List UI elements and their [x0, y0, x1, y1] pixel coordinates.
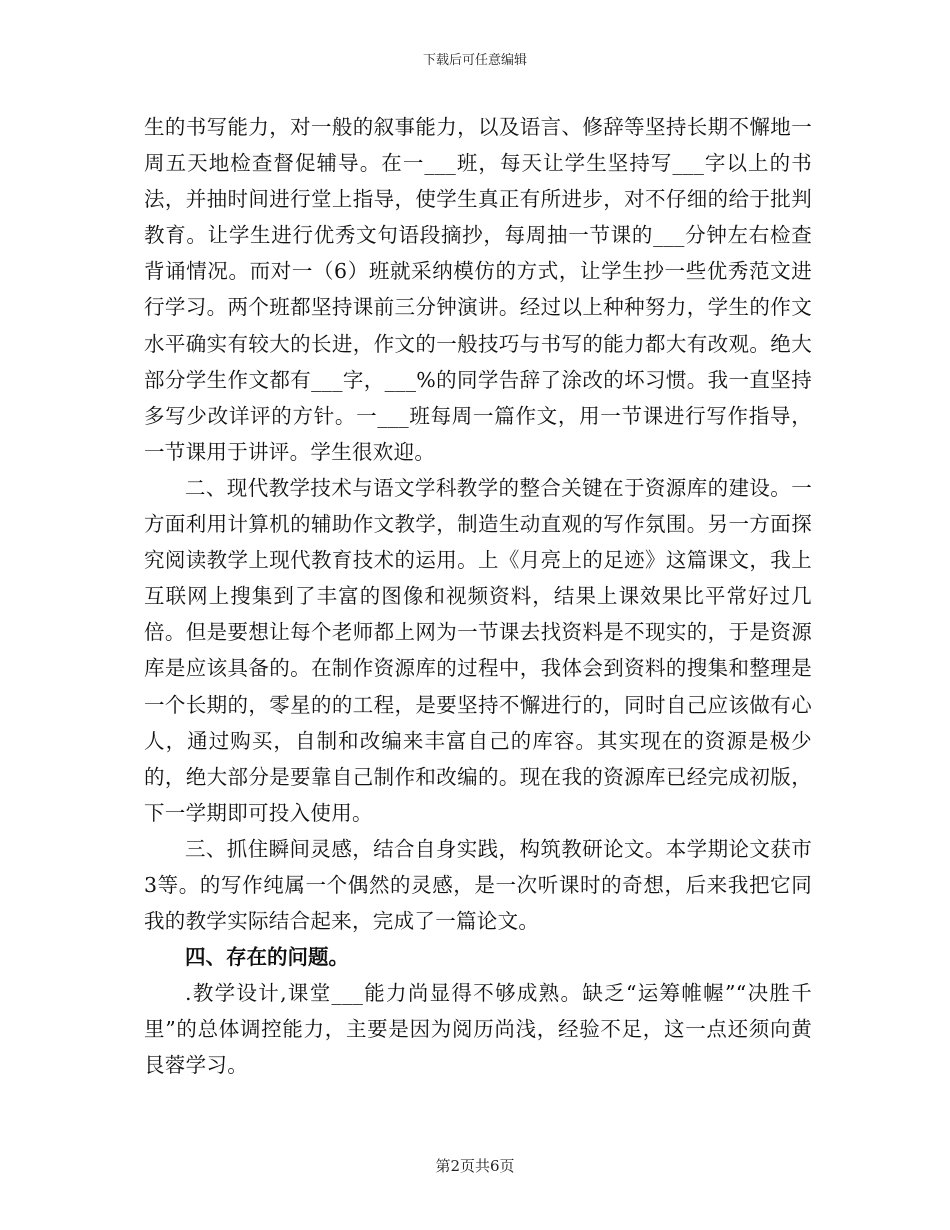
section-heading-problems: 四、存在的问题。 — [185, 945, 349, 970]
document-body — [144, 109, 812, 1084]
page-number-footer: 第2页共6页 — [435, 1157, 515, 1175]
paragraph-writing-practice: 生的书写能力，对一般的叙事能力，以及语言、修辞等坚持长期不懈地一周五天地检查督促辅导。在一___班，每天让学生坚持写___字以上的书法，并抽时间进行堂上指导，使学生真正有所进步，对不仔细的给于批判教育。让学生进行优秀文句语段摘抄，每周抽一节课的___分钟左右检查背诵情况。而对一（6）班就采纳模仿的方式，让学生抄一些优秀范文进行学习。两个班都坚持课前三分钟演讲。经过以上种种努力，学生的作文水平确实有较大的长进，作文的一般技巧与书写的能力都大有改观。绝大部分学生作文都有___字，___%的同学告辞了涂改的坏习惯。我一直坚持多写少改详评的方针。一___班每周一篇作文，用一节课进行写作指导，一节课用于讲评。学生很欢迎。 — [144, 115, 812, 464]
paragraph-research-paper: 三、抓住瞬间灵感，结合自身实践，构筑教研论文。本学期论文获市3等。的写作纯属一个偶然的灵感，是一次听课时的奇想，后来我把它同我的教学实际结合起来，完成了一篇论文。 — [144, 836, 812, 934]
paragraph-problems: .教学设计,课堂___能力尚显得不够成熟。缺乏“运筹帷幄”“决胜千里”的总体调控能力，主要是因为阅历尚浅，经验不足，这一点还须向黄艮蓉学习。 — [144, 981, 812, 1078]
paragraph-resource-library: 二、现代教学技术与语文学科教学的整合关键在于资源库的建设。一方面利用计算机的辅助作文教学，制造生动直观的写作氛围。另一方面探究阅读教学上现代教育技术的运用。上《月亮上的足迹》这篇课文，我上互联网上搜集到了丰富的图像和视频资料，结果上课效果比平常好过几倍。但是要想让每个老师都上网为一节课去找资料是不现实的，于是资源库是应该具备的。在制作资源库的过程中，我体会到资料的搜集和整理是一个长期的，零星的的工程，是要坚持不懈进行的，同时自己应该做有心人，通过购买，自制和改编来丰富自己的库容。其实现在的资源是极少的，绝大部分是要靠自己制作和改编的。现在我的资源库已经完成初版，下一学期即可投入使用。 — [144, 475, 812, 825]
page-header: 下载后可任意编辑 — [422, 53, 527, 68]
